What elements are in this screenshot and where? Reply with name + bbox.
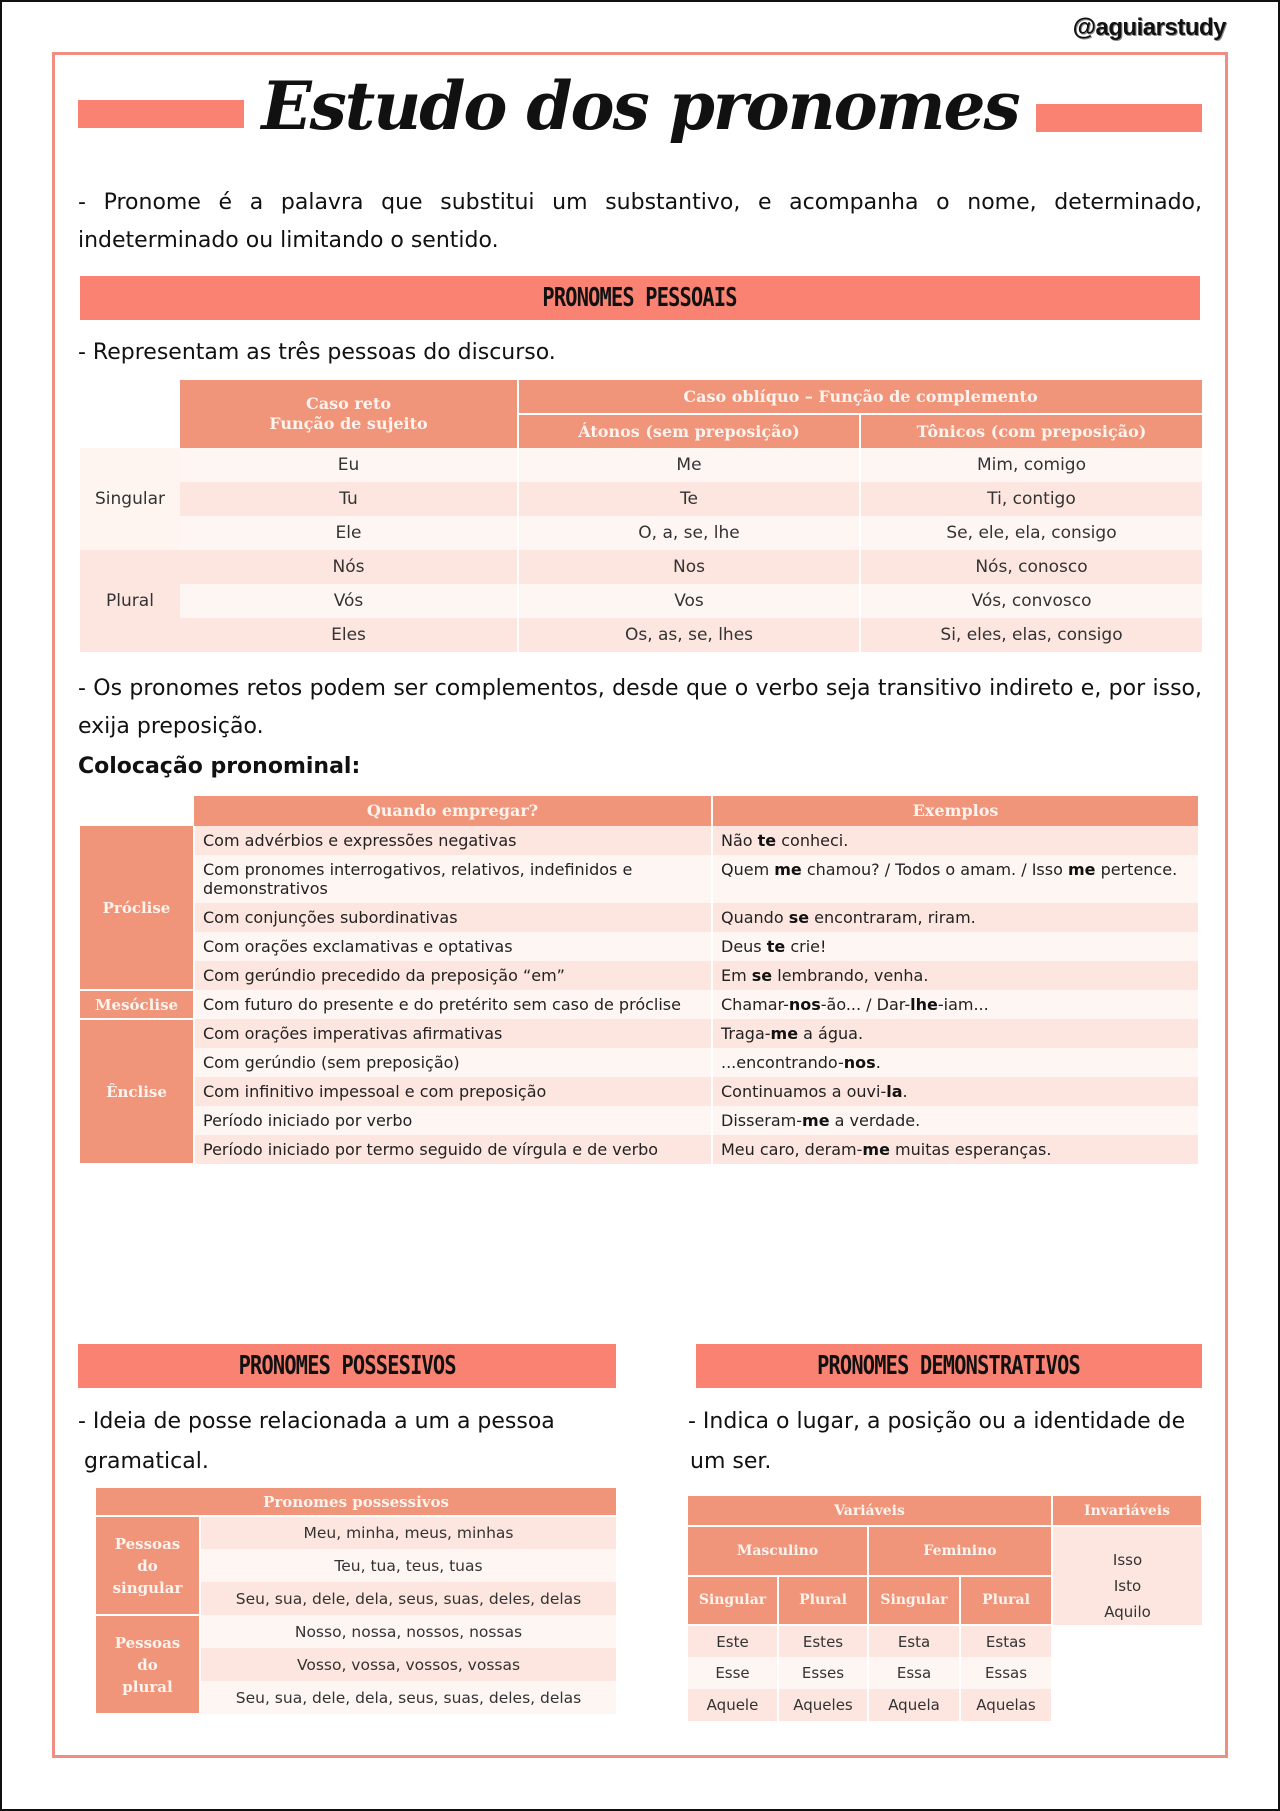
subheader-singular: Singular — [868, 1576, 960, 1626]
cell-exemplo — [712, 1048, 1198, 1077]
cell-exemplo — [712, 1077, 1198, 1106]
header-caso-obliquo: Caso oblíquo – Função de complemento — [518, 380, 1202, 414]
example-fragment: encontraram, riram. — [809, 908, 976, 927]
invariavel-item: Isso — [1112, 1551, 1143, 1569]
cell-exemplo — [712, 855, 1198, 903]
example-fragment: Chamar- — [721, 995, 789, 1014]
cell-demonstrativo: Esta — [868, 1625, 960, 1657]
title-row — [78, 60, 1202, 160]
table-row — [688, 1689, 1202, 1721]
header-caso-reto-line1: Caso reto — [305, 394, 392, 413]
example-fragment: crie! — [785, 937, 827, 956]
cell-atono: Nos — [518, 550, 860, 584]
cell-exemplo — [712, 961, 1198, 990]
cell-demonstrativo: Essas — [960, 1657, 1052, 1689]
cell-demonstrativo: Esse — [688, 1657, 778, 1689]
group-label-plural: Plural — [80, 550, 180, 652]
example-fragment: -iam... — [937, 995, 989, 1014]
colocacao-table — [80, 796, 1198, 1165]
table-row — [80, 1019, 1198, 1048]
example-fragment: Deus — [721, 937, 767, 956]
bottom-columns — [78, 1344, 1202, 1721]
example-fragment: Traga- — [721, 1024, 771, 1043]
example-fragment: Em — [721, 966, 752, 985]
cell-tonico: Si, eles, elas, consigo — [940, 625, 1123, 645]
section-heading-demonstrativos-text: PRONOMES DEMONSTRATIVOS — [817, 1351, 1081, 1381]
demonstrativos-table — [688, 1496, 1203, 1721]
pronoun-highlight: nos — [843, 1053, 876, 1072]
group-label-plural: Pessoas do plural — [96, 1615, 200, 1714]
header-caso-reto — [180, 380, 518, 448]
group-label-singular: Singular — [80, 448, 180, 550]
cell-quando: Com conjunções subordinativas — [194, 903, 712, 932]
table-row — [80, 826, 1198, 855]
example-fragment: -ão... / Dar- — [820, 995, 911, 1014]
header-possessivos: Pronomes possessivos — [96, 1488, 616, 1516]
cell-reto: Vós — [180, 584, 518, 618]
cell-exemplo — [712, 1106, 1198, 1135]
pronoun-highlight: me — [802, 1111, 830, 1130]
table-row — [80, 618, 1202, 652]
example-fragment: lembrando, venha. — [772, 966, 929, 985]
cell-tonico: Ti, contigo — [987, 489, 1076, 509]
header-exemplos: Exemplos — [712, 796, 1198, 826]
pronoun-highlight: me — [1067, 860, 1096, 879]
pessoais-note: - Os pronomes retos podem ser complementos, desde que o verbo seja transitivo indireto e, por isso, exija preposição. — [78, 676, 1202, 739]
title-bar-right — [1036, 104, 1202, 132]
cell-atono: Me — [518, 448, 860, 482]
possessivos-description-line2: gramatical. — [84, 1449, 209, 1474]
demonstrativos-column — [688, 1344, 1202, 1721]
group-label-singular: Pessoas do singular — [96, 1516, 200, 1615]
category-enclise: Ênclise — [80, 1019, 194, 1164]
section-heading-demonstrativos — [696, 1344, 1202, 1388]
main-content — [78, 184, 1202, 1165]
author-handle: @aguiarstudy — [1072, 14, 1226, 41]
cell-exemplo — [712, 903, 1198, 932]
cell-possessivo: Vosso, vossa, vossos, vossas — [296, 1655, 521, 1674]
cell-quando: Período iniciado por verbo — [194, 1106, 712, 1135]
table-row — [688, 1657, 1202, 1689]
example-fragment: Não — [721, 831, 758, 850]
table-row — [80, 516, 1202, 550]
cell-quando: Com futuro do presente e do pretérito sem caso de próclise — [194, 990, 712, 1019]
cell-quando: Com advérbios e expressões negativas — [194, 826, 712, 855]
table-row — [80, 932, 1198, 961]
pronoun-highlight: te — [766, 937, 786, 956]
table-row — [80, 1106, 1198, 1135]
invariavel-item: Isto — [1113, 1577, 1142, 1595]
cell-demonstrativo: Aquelas — [960, 1689, 1052, 1721]
cell-demonstrativo: Estes — [778, 1625, 868, 1657]
pronoun-highlight: la — [886, 1082, 903, 1101]
example-fragment: a verdade. — [829, 1111, 921, 1130]
header-caso-reto-line2: Função de sujeito — [269, 414, 428, 433]
cell-reto: Eles — [180, 618, 518, 652]
invariavel-item: Aquilo — [1104, 1603, 1151, 1621]
table-row — [80, 550, 1202, 584]
pronoun-highlight: se — [788, 908, 810, 927]
cell-tonico: Se, ele, ela, consigo — [946, 523, 1117, 543]
possessivos-description-line1: - Ideia de posse relacionada a um a pessoa — [78, 1409, 555, 1434]
intro-text: - Pronome é a palavra que substitui um substantivo, e acompanha o nome, determinado, indeterminado ou limitando o sentido. — [78, 190, 1202, 253]
table-row — [80, 1077, 1198, 1106]
table-row — [80, 584, 1202, 618]
header-masculino: Masculino — [688, 1526, 868, 1576]
example-fragment: muitas esperanças. — [889, 1140, 1052, 1159]
invariaveis-cell — [1052, 1526, 1202, 1625]
cell-quando: Com orações exclamativas e optativas — [194, 932, 712, 961]
section-heading-possessivos-text: PRONOMES POSSESIVOS — [238, 1351, 456, 1381]
cell-atono: O, a, se, lhe — [518, 516, 860, 550]
cell-tonico: Mim, comigo — [977, 455, 1086, 475]
cell-atono: Te — [518, 482, 860, 516]
cell-reto: Nós — [180, 550, 518, 584]
example-fragment: Continuamos a ouvi- — [721, 1082, 887, 1101]
example-fragment: Disseram- — [721, 1111, 803, 1130]
subheader-plural: Plural — [778, 1576, 868, 1626]
cell-demonstrativo: Este — [688, 1625, 778, 1657]
example-fragment: chamou? / Todos o amam. / Isso — [801, 860, 1068, 879]
header-tonicos: Tônicos (com preposição) — [860, 414, 1202, 448]
example-fragment: Quando — [721, 908, 789, 927]
table-row — [96, 1615, 616, 1648]
header-atonos: Átonos (sem preposição) — [518, 414, 860, 448]
cell-demonstrativo: Estas — [960, 1625, 1052, 1657]
example-fragment: Quem — [721, 860, 775, 879]
cell-demonstrativo: Aqueles — [778, 1689, 868, 1721]
cell-possessivo: Seu, sua, dele, dela, seus, suas, deles, delas — [235, 1589, 582, 1608]
cell-quando: Com infinitivo impessoal e com preposição — [194, 1077, 712, 1106]
section-heading-pessoais-text: PRONOMES PESSOAIS — [542, 283, 738, 313]
section-heading-possessivos — [78, 1344, 616, 1388]
cell-quando: Com gerúndio precedido da preposição “em” — [194, 961, 712, 990]
title-bar-left — [78, 100, 244, 128]
cell-possessivo: Seu, sua, dele, dela, seus, suas, deles, delas — [235, 1688, 582, 1707]
cell-exemplo — [712, 1135, 1198, 1164]
table-row — [80, 903, 1198, 932]
category-mesoclise: Mesóclise — [80, 990, 194, 1019]
page-title: Estudo dos pronomes — [261, 67, 1019, 145]
example-fragment: a água. — [798, 1024, 864, 1043]
cell-demonstrativo: Aquela — [868, 1689, 960, 1721]
header-quando: Quando empregar? — [194, 796, 712, 826]
cell-demonstrativo: Essa — [868, 1657, 960, 1689]
cell-reto: Eu — [180, 448, 518, 482]
cell-exemplo — [712, 932, 1198, 961]
example-fragment: . — [902, 1082, 908, 1101]
pessoais-table — [80, 380, 1202, 652]
cell-reto: Tu — [180, 482, 518, 516]
example-fragment: pertence. — [1095, 860, 1178, 879]
cell-quando: Com gerúndio (sem preposição) — [194, 1048, 712, 1077]
demonstrativos-description-line2: um ser. — [690, 1449, 772, 1474]
cell-possessivo: Teu, tua, teus, tuas — [334, 1556, 483, 1575]
table-row — [688, 1625, 1202, 1657]
cell-atono: Os, as, se, lhes — [518, 618, 860, 652]
example-fragment: Meu caro, deram- — [721, 1140, 863, 1159]
pronoun-highlight: nos — [788, 995, 821, 1014]
table-row — [96, 1516, 616, 1549]
pronoun-highlight: me — [862, 1140, 890, 1159]
example-fragment: ...encontrando- — [721, 1053, 844, 1072]
table-row — [80, 1135, 1198, 1164]
header-invariaveis: Invariáveis — [1052, 1496, 1202, 1526]
example-fragment: conheci. — [776, 831, 849, 850]
cell-exemplo — [712, 990, 1198, 1019]
table-row — [80, 482, 1202, 516]
table-row — [80, 990, 1198, 1019]
table-row — [80, 855, 1198, 903]
cell-exemplo — [712, 826, 1198, 855]
cell-demonstrativo: Aquele — [688, 1689, 778, 1721]
header-feminino: Feminino — [868, 1526, 1052, 1576]
table-row — [80, 961, 1198, 990]
possessivos-table — [96, 1488, 616, 1715]
example-fragment: . — [875, 1053, 881, 1072]
pronoun-highlight: te — [757, 831, 777, 850]
possessivos-column — [78, 1344, 616, 1721]
table-row — [80, 1048, 1198, 1077]
pessoais-description: - Representam as três pessoas do discurso. — [78, 340, 556, 365]
cell-tonico: Nós, conosco — [975, 557, 1088, 577]
pronoun-highlight: me — [774, 860, 802, 879]
pronoun-highlight: se — [751, 966, 773, 985]
cell-quando: Com orações imperativas afirmativas — [194, 1019, 712, 1048]
subheader-singular: Singular — [688, 1576, 778, 1626]
cell-quando: Período iniciado por termo seguido de vírgula e de verbo — [194, 1135, 712, 1164]
cell-demonstrativo: Esses — [778, 1657, 868, 1689]
cell-quando: Com pronomes interrogativos, relativos, indefinidos e demonstrativos — [194, 855, 712, 903]
table-row — [80, 448, 1202, 482]
cell-reto: Ele — [180, 516, 518, 550]
cell-possessivo: Meu, minha, meus, minhas — [303, 1524, 514, 1542]
pronoun-highlight: lhe — [910, 995, 938, 1014]
colocacao-label: Colocação pronominal: — [78, 754, 361, 779]
cell-exemplo — [712, 1019, 1198, 1048]
cell-tonico: Vós, convosco — [971, 591, 1092, 611]
cell-atono: Vos — [518, 584, 860, 618]
demonstrativos-description-line1: - Indica o lugar, a posição ou a identidade de — [688, 1409, 1186, 1434]
subheader-plural: Plural — [960, 1576, 1052, 1626]
header-variaveis: Variáveis — [688, 1496, 1052, 1526]
cell-possessivo: Nosso, nossa, nossos, nossas — [294, 1622, 523, 1641]
category-proclise: Próclise — [80, 826, 194, 990]
pronoun-highlight: me — [770, 1024, 799, 1043]
section-heading-pessoais — [80, 276, 1200, 320]
